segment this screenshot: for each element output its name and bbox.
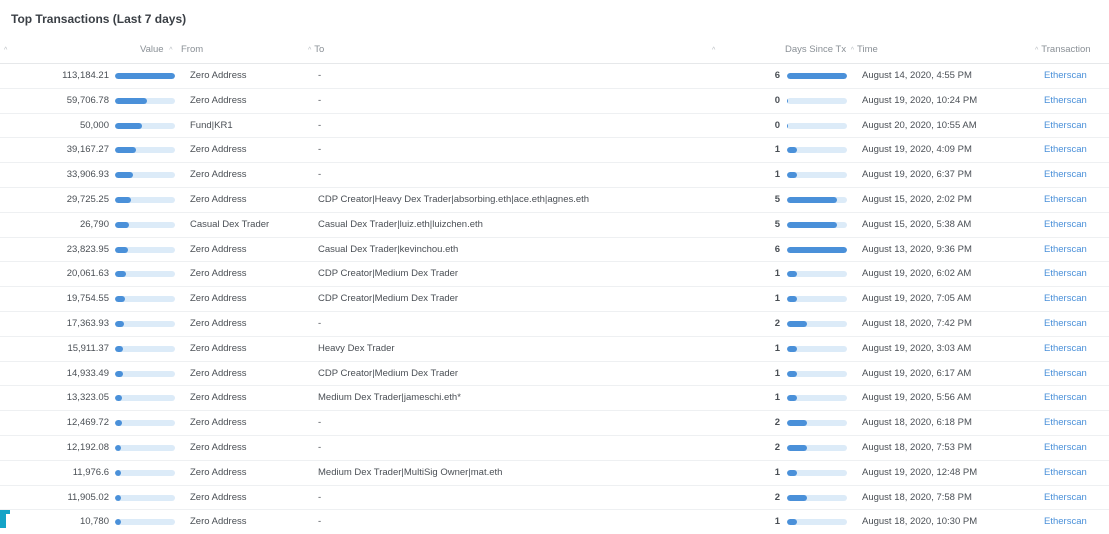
to-cell: - [318, 441, 322, 453]
to-cell: Medium Dex Trader|jameschi.eth* [318, 392, 461, 404]
value-bar [115, 371, 175, 377]
days-cell: 1 [774, 516, 780, 528]
from-cell: Zero Address [190, 491, 247, 503]
sort-icon[interactable]: ^ [712, 47, 716, 54]
value-cell: 23,823.95 [66, 243, 109, 255]
etherscan-link[interactable]: Etherscan [1044, 317, 1087, 329]
days-bar-fill [787, 73, 847, 79]
days-cell: 1 [774, 293, 780, 305]
value-cell: 13,323.05 [66, 392, 109, 404]
days-cell: 2 [774, 491, 780, 503]
table-row [0, 63, 1109, 88]
etherscan-link[interactable]: Etherscan [1044, 441, 1087, 453]
table-row [0, 137, 1109, 162]
days-bar-fill [787, 321, 807, 327]
from-cell: Zero Address [190, 144, 247, 156]
value-bar [115, 222, 175, 228]
value-bar-fill [115, 346, 123, 352]
value-bar-fill [115, 172, 133, 178]
days-bar-fill [787, 123, 788, 129]
time-cell: August 18, 2020, 7:58 PM [862, 491, 972, 503]
from-cell: Zero Address [190, 392, 247, 404]
days-cell: 6 [774, 243, 780, 255]
days-bar [787, 445, 847, 451]
value-cell: 59,706.78 [66, 94, 109, 106]
time-cell: August 19, 2020, 3:03 AM [862, 342, 972, 354]
brand-mark-bar [0, 510, 10, 514]
days-bar-fill [787, 271, 797, 277]
value-bar-fill [115, 271, 126, 277]
table-row [0, 361, 1109, 386]
days-cell: 0 [774, 94, 780, 106]
table-row [0, 509, 1109, 534]
to-cell: Casual Dex Trader|luiz.eth|luizchen.eth [318, 218, 483, 230]
value-cell: 19,754.55 [66, 293, 109, 305]
column-label: Time [857, 44, 878, 55]
etherscan-link[interactable]: Etherscan [1044, 466, 1087, 478]
from-cell: Zero Address [190, 441, 247, 453]
column-label: To [314, 44, 325, 55]
from-cell: Zero Address [190, 243, 247, 255]
value-bar [115, 346, 175, 352]
value-bar [115, 470, 175, 476]
time-cell: August 15, 2020, 2:02 PM [862, 193, 972, 205]
days-cell: 1 [774, 268, 780, 280]
from-cell: Zero Address [190, 70, 247, 81]
etherscan-link[interactable]: Etherscan [1044, 243, 1087, 255]
page-title: Top Transactions (Last 7 days) [11, 12, 187, 26]
days-bar-fill [787, 222, 837, 228]
days-bar [787, 470, 847, 476]
from-cell: Casual Dex Trader [190, 218, 270, 230]
days-bar-fill [787, 395, 797, 401]
to-cell: - [318, 94, 322, 106]
value-bar [115, 197, 175, 203]
to-cell: Medium Dex Trader|MultiSig Owner|mat.eth [318, 466, 503, 478]
days-bar [787, 271, 847, 277]
days-bar [787, 519, 847, 525]
days-bar-fill [787, 420, 807, 426]
table-row [0, 410, 1109, 435]
value-bar-fill [115, 420, 122, 426]
table-row [0, 485, 1109, 510]
time-cell: August 18, 2020, 6:18 PM [862, 417, 972, 429]
sort-icon: ^ [850, 47, 855, 54]
table-row [0, 261, 1109, 286]
value-cell: 10,780 [79, 516, 109, 528]
table-row [0, 212, 1109, 237]
to-cell: - [318, 491, 322, 503]
to-cell: - [318, 169, 322, 181]
to-cell: - [318, 119, 322, 131]
to-cell: CDP Creator|Medium Dex Trader [318, 268, 459, 280]
to-cell: CDP Creator|Heavy Dex Trader|absorbing.eth|ace.eth|agnes.eth [318, 193, 590, 205]
from-cell: Fund|KR1 [190, 119, 233, 131]
value-cell: 33,906.93 [66, 169, 109, 181]
days-bar-fill [787, 172, 797, 178]
column-label: From [181, 44, 204, 55]
value-bar [115, 73, 175, 79]
value-bar-fill [115, 371, 123, 377]
days-bar-fill [787, 247, 847, 253]
value-bar-fill [115, 247, 128, 253]
time-cell: August 19, 2020, 5:56 AM [862, 392, 972, 404]
to-cell: - [318, 144, 322, 156]
time-cell: August 19, 2020, 6:17 AM [862, 367, 972, 379]
days-cell: 5 [774, 193, 780, 205]
days-bar [787, 222, 847, 228]
table-row [0, 88, 1109, 113]
value-bar-fill [115, 445, 121, 451]
etherscan-link[interactable]: Etherscan [1044, 417, 1087, 429]
value-bar-fill [115, 197, 131, 203]
from-cell: Zero Address [190, 193, 247, 205]
days-bar [787, 123, 847, 129]
from-cell: Zero Address [190, 293, 247, 305]
transactions-table [0, 63, 1109, 534]
table-row [0, 237, 1109, 262]
column-header-value[interactable] [140, 44, 176, 58]
sort-icon: ^ [1035, 47, 1039, 54]
table-row [0, 311, 1109, 336]
days-cell: 2 [774, 317, 780, 329]
days-cell: 1 [774, 392, 780, 404]
table-row [0, 336, 1109, 361]
value-bar [115, 445, 175, 451]
value-cell: 29,725.25 [66, 193, 109, 205]
value-bar [115, 172, 175, 178]
etherscan-link[interactable]: Etherscan [1044, 193, 1087, 205]
table-row [0, 286, 1109, 311]
value-bar-fill [115, 470, 121, 476]
etherscan-link[interactable]: Etherscan [1044, 169, 1087, 181]
table-row [0, 162, 1109, 187]
value-bar [115, 420, 175, 426]
time-cell: August 19, 2020, 10:24 PM [862, 94, 978, 106]
days-cell: 5 [774, 218, 780, 230]
from-cell: Zero Address [190, 268, 247, 280]
column-label: Value [140, 44, 164, 55]
value-bar-fill [115, 321, 124, 327]
days-bar-fill [787, 371, 797, 377]
days-bar [787, 296, 847, 302]
to-cell: CDP Creator|Medium Dex Trader [318, 367, 459, 379]
from-cell: Zero Address [190, 367, 247, 379]
value-bar [115, 395, 175, 401]
value-bar [115, 519, 175, 525]
days-cell: 2 [774, 441, 780, 453]
etherscan-link[interactable]: Etherscan [1044, 392, 1087, 404]
etherscan-link[interactable]: Etherscan [1044, 342, 1087, 354]
value-cell: 50,000 [79, 119, 109, 131]
sort-icon[interactable]: ^ [4, 47, 8, 54]
table-row [0, 460, 1109, 485]
days-cell: 6 [774, 70, 780, 81]
value-bar-fill [115, 395, 122, 401]
days-bar-fill [787, 147, 797, 153]
days-bar [787, 147, 847, 153]
value-cell: 11,976.6 [72, 466, 109, 478]
etherscan-link[interactable]: Etherscan [1044, 516, 1087, 528]
to-cell: - [318, 70, 322, 81]
days-bar [787, 197, 847, 203]
time-cell: August 15, 2020, 5:38 AM [862, 218, 972, 230]
from-cell: Zero Address [190, 169, 247, 181]
etherscan-link[interactable]: Etherscan [1044, 119, 1087, 131]
days-bar [787, 420, 847, 426]
to-cell: - [318, 516, 322, 528]
value-cell: 11,905.02 [67, 491, 109, 503]
days-bar-fill [787, 519, 797, 525]
value-cell: 26,790 [79, 218, 109, 230]
days-bar-fill [787, 296, 797, 302]
value-cell: 15,911.37 [67, 342, 109, 354]
days-bar [787, 495, 847, 501]
time-cell: August 19, 2020, 12:48 PM [862, 466, 978, 478]
days-bar-fill [787, 197, 837, 203]
etherscan-link[interactable]: Etherscan [1044, 367, 1087, 379]
time-cell: August 13, 2020, 9:36 PM [862, 243, 972, 255]
from-cell: Zero Address [190, 466, 247, 478]
days-bar [787, 346, 847, 352]
days-cell: 1 [774, 169, 780, 181]
column-label: Transaction [1041, 44, 1091, 55]
etherscan-link[interactable]: Etherscan [1044, 491, 1087, 503]
column-header-to[interactable] [308, 44, 324, 58]
value-bar-fill [115, 519, 121, 525]
days-bar-fill [787, 98, 788, 104]
value-bar [115, 495, 175, 501]
from-cell: Zero Address [190, 317, 247, 329]
column-header-from[interactable] [181, 44, 203, 58]
days-bar [787, 395, 847, 401]
value-bar [115, 123, 175, 129]
etherscan-link[interactable]: Etherscan [1044, 218, 1087, 230]
days-bar [787, 172, 847, 178]
value-cell: 20,061.63 [66, 268, 109, 280]
days-bar-fill [787, 470, 797, 476]
to-cell: - [318, 317, 322, 329]
table-row [0, 385, 1109, 410]
time-cell: August 14, 2020, 4:55 PM [862, 70, 972, 81]
days-cell: 0 [774, 119, 780, 131]
days-bar [787, 247, 847, 253]
from-cell: Zero Address [190, 342, 247, 354]
days-bar [787, 73, 847, 79]
to-cell: CDP Creator|Medium Dex Trader [318, 293, 459, 305]
value-bar [115, 296, 175, 302]
table-row [0, 187, 1109, 212]
to-cell: - [318, 417, 322, 429]
sort-icon: ^ [169, 47, 173, 54]
time-cell: August 20, 2020, 10:55 AM [862, 119, 977, 131]
value-bar-fill [115, 98, 147, 104]
days-bar [787, 98, 847, 104]
etherscan-link[interactable]: Etherscan [1044, 70, 1087, 81]
value-cell: 12,192.08 [66, 441, 109, 453]
table-row [0, 435, 1109, 460]
etherscan-link[interactable]: Etherscan [1044, 268, 1087, 280]
value-bar-fill [115, 296, 125, 302]
time-cell: August 19, 2020, 7:05 AM [862, 293, 972, 305]
column-label: Days Since Tx [785, 44, 847, 55]
to-cell: Casual Dex Trader|kevinchou.eth [318, 243, 459, 255]
value-cell: 39,167.27 [66, 144, 109, 156]
days-bar [787, 371, 847, 377]
days-cell: 2 [774, 417, 780, 429]
days-bar-fill [787, 445, 807, 451]
value-cell: 12,469.72 [66, 417, 109, 429]
time-cell: August 18, 2020, 7:53 PM [862, 441, 972, 453]
column-header-days[interactable] [785, 44, 878, 58]
etherscan-link[interactable]: Etherscan [1044, 94, 1087, 106]
value-bar [115, 271, 175, 277]
table-row [0, 113, 1109, 138]
days-cell: 1 [774, 144, 780, 156]
etherscan-link[interactable]: Etherscan [1044, 144, 1087, 156]
from-cell: Zero Address [190, 516, 247, 528]
days-bar-fill [787, 495, 807, 501]
column-header-transaction[interactable] [1035, 44, 1091, 58]
value-cell: 113,184.21 [62, 70, 109, 81]
value-bar-fill [115, 495, 121, 501]
etherscan-link[interactable]: Etherscan [1044, 293, 1087, 305]
value-bar [115, 147, 175, 153]
value-cell: 14,933.49 [66, 367, 109, 379]
sort-icon: ^ [308, 47, 312, 54]
days-bar-fill [787, 346, 797, 352]
value-bar-fill [115, 147, 136, 153]
value-bar [115, 98, 175, 104]
value-cell: 17,363.93 [66, 317, 109, 329]
time-cell: August 18, 2020, 10:30 PM [862, 516, 978, 528]
value-bar-fill [115, 123, 142, 129]
time-cell: August 19, 2020, 6:02 AM [862, 268, 972, 280]
from-cell: Zero Address [190, 94, 247, 106]
value-bar [115, 247, 175, 253]
time-cell: August 19, 2020, 4:09 PM [862, 144, 972, 156]
to-cell: Heavy Dex Trader [318, 342, 395, 354]
days-bar [787, 321, 847, 327]
days-cell: 1 [774, 367, 780, 379]
time-cell: August 18, 2020, 7:42 PM [862, 317, 972, 329]
value-bar-fill [115, 73, 175, 79]
value-bar [115, 321, 175, 327]
value-bar-fill [115, 222, 129, 228]
days-cell: 1 [774, 342, 780, 354]
time-cell: August 19, 2020, 6:37 PM [862, 169, 972, 181]
days-cell: 1 [774, 466, 780, 478]
from-cell: Zero Address [190, 417, 247, 429]
